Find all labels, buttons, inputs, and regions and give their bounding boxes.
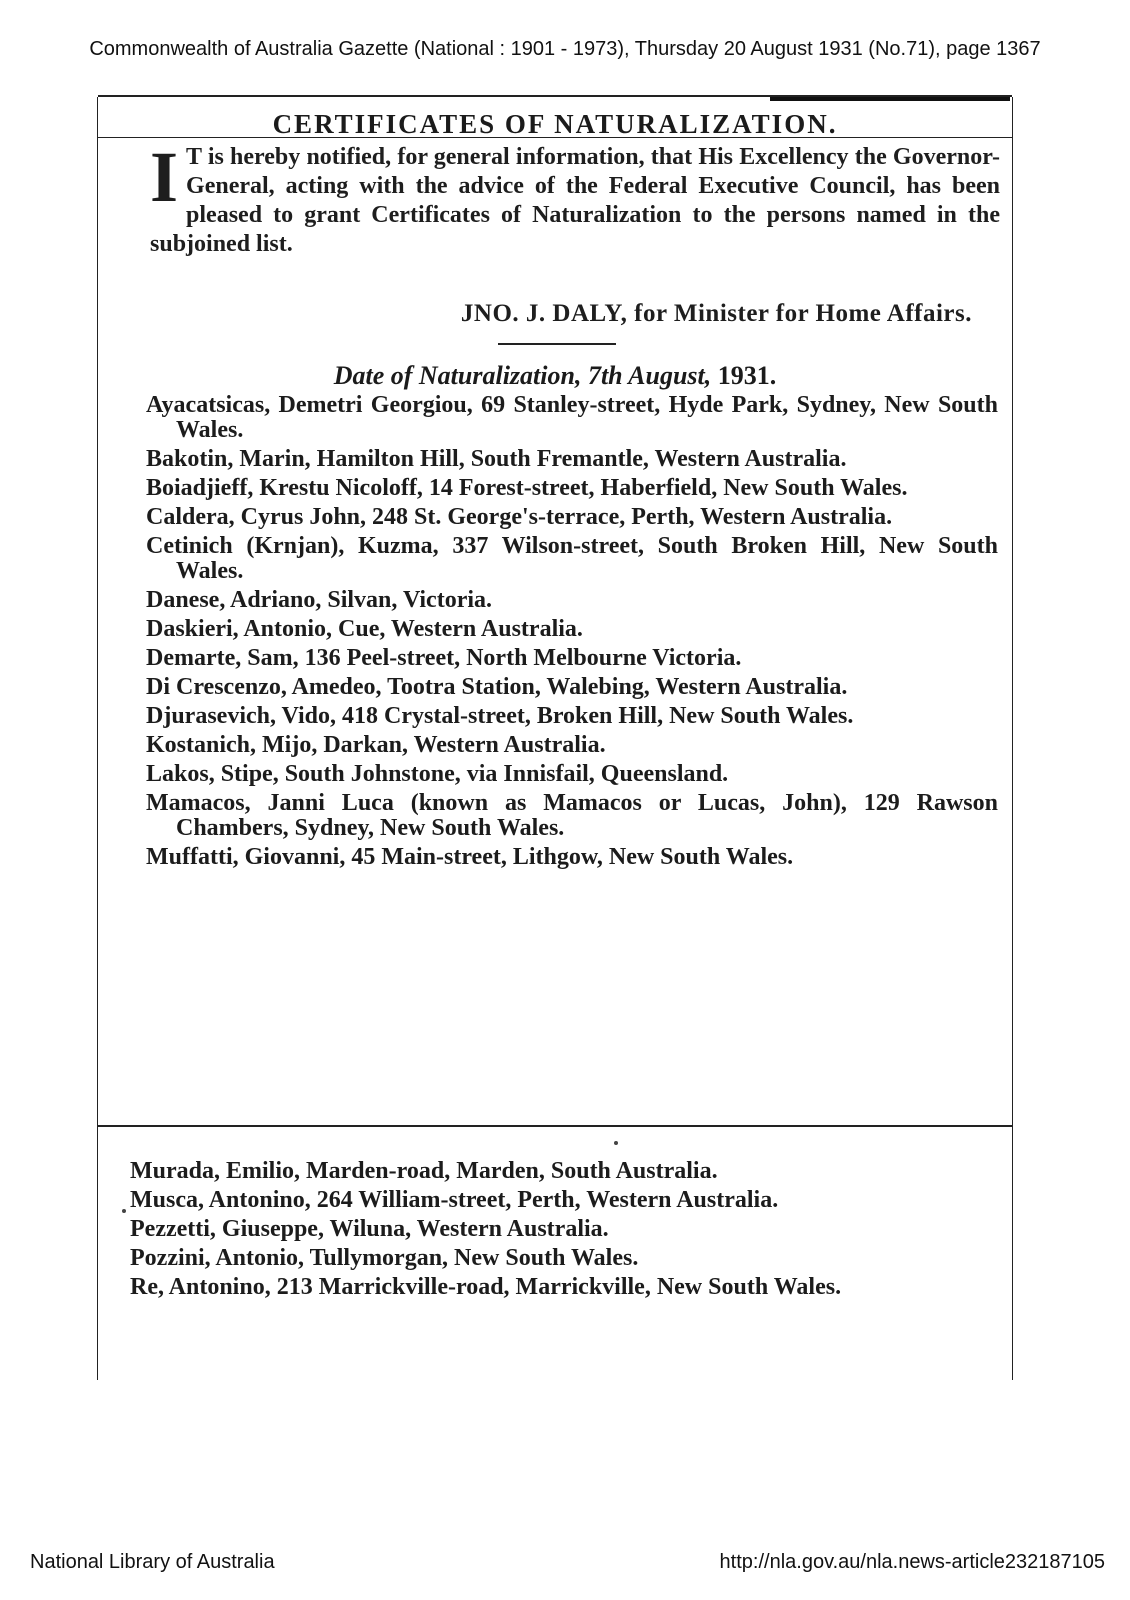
drop-cap: I [150,137,179,217]
list-item: Daskieri, Antonio, Cue, Western Australia. [146,616,583,642]
print-speck [122,1209,126,1213]
list-item: Pezzetti, Giuseppe, Wiluna, Western Australia. [130,1216,609,1242]
newspaper-clipping [97,97,1013,1380]
date-label: Date of Naturalization, [333,361,582,390]
list-item: Boiadjieff, Krestu Nicoloff, 14 Forest-street, Haberfield, New South Wales. [146,475,908,501]
title-rule [98,137,1012,138]
article-title: CERTIFICATES OF NATURALIZATION. [272,109,838,139]
signature-rule [498,343,616,345]
list-item: Ayacatsicas, Demetri Georgiou, 69 Stanley-street, Hyde Park, Sydney, New South Wales. [146,392,998,443]
list-item: Cetinich (Krnjan), Kuzma, 337 Wilson-street, South Broken Hill, New South Wales. [146,533,998,584]
intro-paragraph [150,137,1000,259]
list-item: Caldera, Cyrus John, 248 St. George's-terrace, Perth, Western Australia. [146,504,893,530]
list-item: Kostanich, Mijo, Darkan, Western Australia. [146,732,606,758]
list-item: Pozzini, Antonio, Tullymorgan, New South Wales. [130,1245,639,1271]
list-item: Di Crescenzo, Amedeo, Tootra Station, Walebing, Western Australia. [146,674,848,700]
print-speck [614,1141,618,1145]
list-item: Muffatti, Giovanni, 45 Main-street, Lithgow, New South Wales. [146,844,794,870]
naturalization-date [98,361,1012,391]
naturalization-list-part1 [146,393,998,874]
article-url[interactable]: http://nla.gov.au/nla.news-article232187105 [719,1551,1105,1573]
list-item: Bakotin, Marin, Hamilton Hill, South Fremantle, Western Australia. [146,446,847,472]
list-item: Danese, Adriano, Silvan, Victoria. [146,587,493,613]
list-item: Murada, Emilio, Marden-road, Marden, South Australia. [130,1158,718,1184]
list-item: Re, Antonino, 213 Marrickville-road, Marrickville, New South Wales. [130,1274,842,1300]
list-item: Musca, Antonino, 264 William-street, Perth, Western Australia. [130,1187,779,1213]
date-value: 7th August, [587,361,712,390]
date-year: 1931. [717,361,777,390]
source-citation: Commonwealth of Australia Gazette (National : 1901 - 1973), Thursday 20 August 1931 (No.71), page 1367 [89,38,1041,60]
library-credit: National Library of Australia [30,1551,275,1573]
list-item: Mamacos, Janni Luca (known as Mamacos or Lucas, John), 129 Rawson Chambers, Sydney, New South Wales. [146,790,998,841]
column-divider [98,1125,1012,1127]
list-item: Lakos, Stipe, South Johnstone, via Innisfail, Queensland. [146,761,729,787]
signature-line: JNO. J. DALY, for Minister for Home Affairs. [460,300,972,327]
list-item: Djurasevich, Vido, 418 Crystal-street, Broken Hill, New South Wales. [146,703,854,729]
list-item: Demarte, Sam, 136 Peel-street, North Melbourne Victoria. [146,645,742,671]
intro-text: T is hereby notified, for general information, that His Excellency the Governor-General, acting with the advice of the Federal Executive Council, has been pleased to grant Certificates of Naturalization to the persons named in the subjoined list. [150,144,1000,257]
naturalization-list-part2 [130,1159,956,1304]
